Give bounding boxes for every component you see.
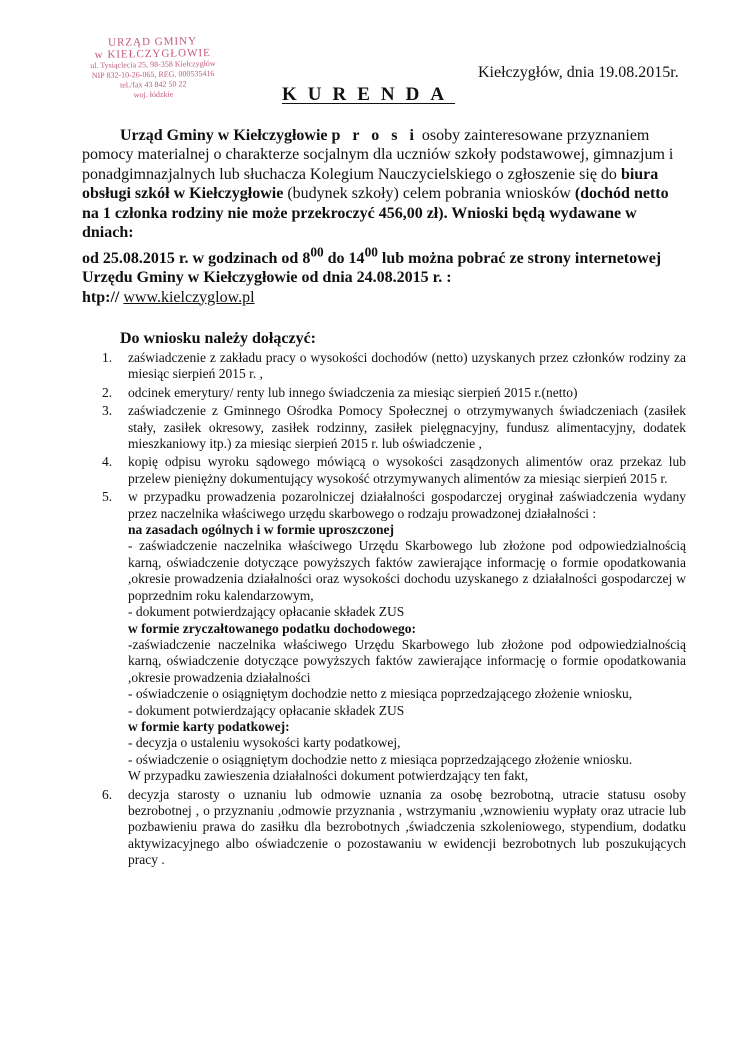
item-intro: w przypadku prowadzenia pozarolniczej działalności gospodarczej oryginał zaświadczenia wydany przez naczelnika właściwego urzędu skarbowego o rodzaju prowadzonej działalności : bbox=[128, 489, 686, 521]
list-item: 5. w przypadku prowadzenia pozarolniczej działalności gospodarczej oryginał zaświadczenia wydany przez naczelnika właściwego urzędu skarbowego o rodzaju prowadzonej działalności : na zasadach ogólnych i w formie uproszczonej - zaświadczenie naczelnika właściwego Urzędu Skarbowego lub złożone pod odpowiedzialnością karną, oświadczenie dotyczące powyższych faktów zawierające informację o formie opodatkowania ,okresie prowadzenia działalności oraz wysokości dochodu uzyskanego z działalności gospodarczej w poprzednim roku kalendarzowym, - dokument potwierdzający opłacanie składek ZUS w formie zryczałtowanego podatku dochodowego: -zaświadczenie naczelnika właściwego Urzędu Skarbowego lub złożone pod odpowiedzialnością karną, oświadczenie dotyczące powyższych faktów zawierające informację o formie opodatkowania ,okresie prowadzenia działalności - oświadczenie o osiągniętym dochodzie netto z miesiąca poprzedzającego złożenie wniosku, - dokument potwierdzający opłacanie składek ZUS w formie karty podatkowej: - decyzja o ustaleniu wysokości karty podatkowej, - oświadczenie o osiągniętym dochodzie netto z miesiąca poprzedzającego złożenie wniosku. W przypadku zawieszenia działalności dokument potwierdzający ten fakt, bbox=[102, 489, 686, 784]
income-limit: (dochód netto na 1 członka rodziny nie może przekroczyć 456,00 zł). Wnioski będą wydawane w dniach: bbox=[82, 185, 669, 242]
list-item: 6. decyzja starosty o uznaniu lub odmowie uznania za osobę bezrobotną, utracie statusu osoby bezrobotnej , o przyznaniu ,odmowie przyznania , wstrzymaniu ,wznowieniu wypłaty oraz utracie lub pozbawieniu prawa do zasiłku dla bezrobotnych ,świadczenia szkoleniowego, stypendium, dodatku aktywizacyjnego albo oświadczenie o pozostawaniu w ewidencji bezrobotnych lub poszukujących pracy . bbox=[102, 786, 686, 868]
document-title: KURENDA bbox=[282, 84, 456, 105]
list-item: 4. kopię odpisu wyroku sądowego mówiącą o wysokości zasądzonych alimentów oraz przekaz lub przelew pieniężny dokumentujący wysokość otrzymywanych alimentów za miesiąc sierpień 2015 r. bbox=[102, 454, 686, 486]
list-item: 3. zaświadczenie z Gminnego Ośrodka Pomocy Społecznej o otrzymywanych świadczeniach (zasiłek stały, zasiłek okresowy, zasiłek rodzinny, zasiłek pielęgnacyjny, fundusz alimentacyjny, dodatek mieszkaniowy itp.) za miesiąc sierpień 2015 r. lub oświadczenie , bbox=[102, 403, 686, 452]
stamp-line: tel./fax 43 842 50 22 bbox=[119, 79, 187, 90]
website-link[interactable]: www.kielczyglow.pl bbox=[123, 288, 255, 306]
distribution-dates: od 25.08.2015 r. w godzinach od $8^{00}$ do $14^{00}$ lub można pobrać ze strony internetowej Urzędu Gminy w Kiełczygłowie od dnia 24.08.2015 r. : bbox=[82, 244, 662, 287]
list-item: 1. zaświadczenie z zakładu pracy o wysokości dochodów (netto) uzyskanych przez członków rodziny za miesiąc sierpień 2015 r. , bbox=[102, 350, 686, 382]
document-date: Kiełczygłów, dnia 19.08.2015r. bbox=[478, 64, 679, 81]
requirement: - dokument potwierdzający opłacanie składek ZUS bbox=[128, 702, 405, 718]
stamp-line: NIP 832-10-26-065, REG. 000535416 bbox=[91, 68, 215, 81]
requirement: - oświadczenie o osiągniętym dochodzie netto z miesiąca poprzedzającego złożenie wniosku, bbox=[128, 686, 633, 702]
requirement: - oświadczenie o osiągniętym dochodzie netto z miesiąca poprzedzającego złożenie wniosku. bbox=[128, 751, 633, 767]
stamp-line: URZĄD GMINY bbox=[107, 35, 198, 49]
office-location: biura obsługi szkół w Kiełczygłowie bbox=[82, 165, 659, 203]
requirement: - zaświadczenie naczelnika właściwego Urzędu Skarbowego lub złożone pod odpowiedzialnością karną, oświadczenie dotyczące powyższych faktów zawierające informację o formie opodatkowania ,okresie prowadzenia działalności oraz wysokości dochodu uzyskanego z działalności gospodarczej w poprzednim roku kalendarzowym, bbox=[128, 538, 686, 603]
attachments-heading: Do wniosku należy dołączyć: bbox=[120, 330, 316, 347]
list-item: 2. odcinek emerytury/ renty lub innego świadczenia za miesiąc sierpień 2015 r.(netto) bbox=[102, 384, 578, 400]
intro-paragraph bbox=[82, 126, 682, 307]
suspension-note: W przypadku zawieszenia działalności dokument potwierdzający ten fakt, bbox=[128, 768, 529, 784]
office-stamp bbox=[57, 34, 248, 101]
requirement: - dokument potwierdzający opłacanie składek ZUS bbox=[128, 604, 405, 620]
subsection-heading: w formie zryczałtowanego podatku dochodowego: bbox=[128, 620, 416, 636]
requirement: - decyzja o ustaleniu wysokości karty podatkowej, bbox=[128, 735, 401, 751]
stamp-line: woj. łódzkie bbox=[133, 89, 174, 100]
website-prefix: htp:// bbox=[82, 288, 124, 306]
office-name: Urząd Gminy w Kiełczygłowie bbox=[120, 127, 328, 144]
subsection-heading: w formie karty podatkowej: bbox=[128, 718, 290, 734]
request-word: p r o s i bbox=[331, 127, 418, 144]
attachments-list bbox=[98, 350, 686, 871]
intro-text: (budynek szkoły) celem pobrania wniosków bbox=[283, 185, 575, 203]
stamp-line: w KIEŁCZYGŁOWIE bbox=[94, 46, 211, 62]
subsection-heading: na zasadach ogólnych i w formie uproszczonej bbox=[128, 522, 394, 538]
requirement: -zaświadczenie naczelnika właściwego Urzędu Skarbowego lub złożone pod odpowiedzialnością karną, oświadczenie dotyczące powyższych faktów zawierające informację o formie opodatkowania ,okresie prowadzenia działalności bbox=[128, 636, 686, 685]
intro-text: osoby zainteresowane przyznaniem pomocy materialnej o charakterze socjalnym dla uczniów szkoły podstawowej, gimnazjum i ponadgimnazjalnych lub słuchacza Kolegium Nauczycielskiego o zgłoszenie się do bbox=[82, 127, 674, 183]
stamp-line: ul. Tysiąclecia 25, 98-358 Kiełczygłów bbox=[90, 58, 216, 71]
